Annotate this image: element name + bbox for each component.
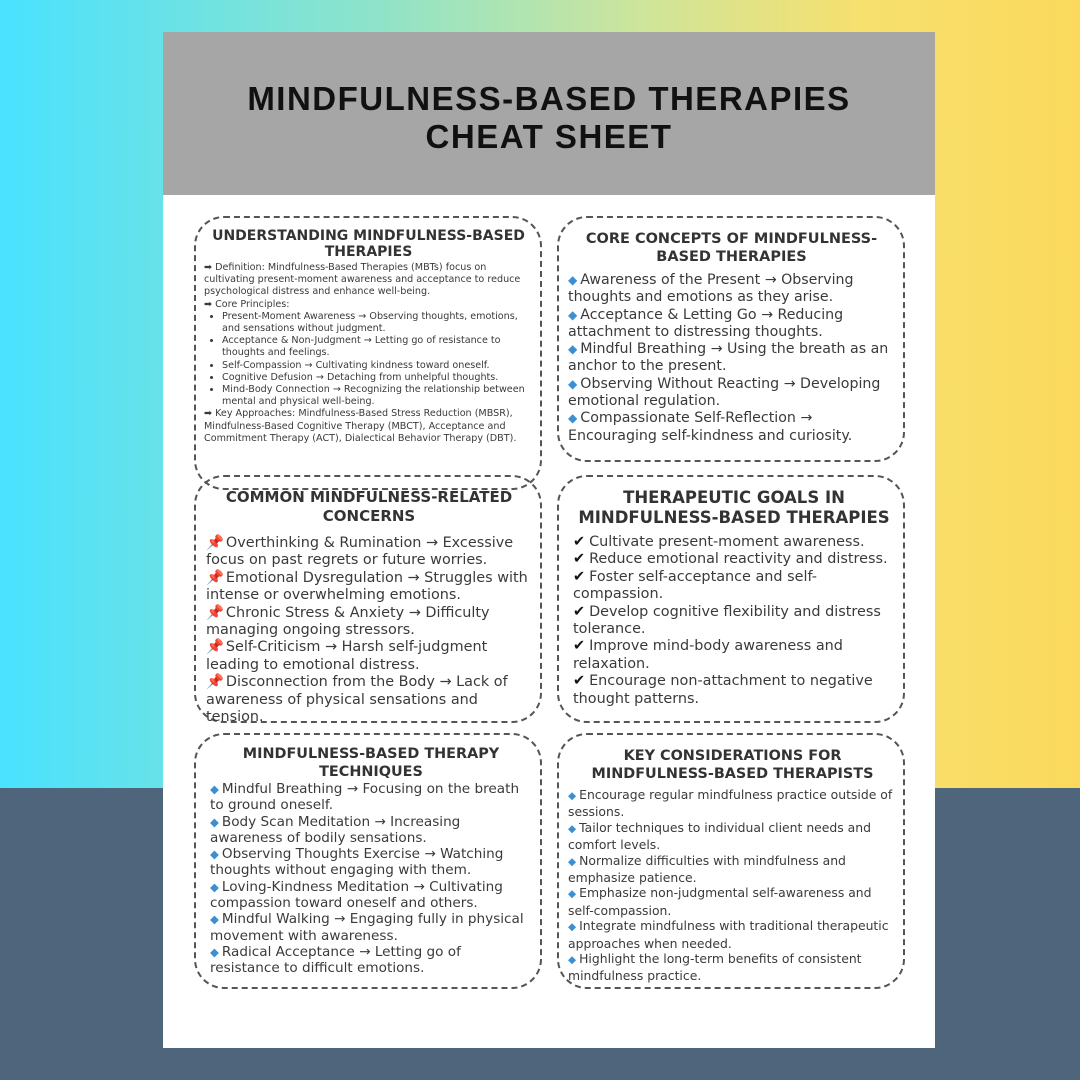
list-item: ◆ Compassionate Self-Reflection → Encouraging self-kindness and curiosity. xyxy=(568,410,853,444)
list-item: ◆ Observing Thoughts Exercise → Watching thoughts without engaging with them. xyxy=(210,846,504,879)
pushpin-icon: 📌 xyxy=(206,674,224,691)
arrow-right-icon: ➡ xyxy=(204,408,213,420)
blue-diamond-icon: ◆ xyxy=(210,944,219,959)
list-item: ◆ Emphasize non-judgmental self-awareness and self-compassion. xyxy=(568,885,872,918)
list-item: • Cognitive Defusion → Detaching from unhelpful thoughts. xyxy=(222,372,533,384)
list-item: 📌 Overthinking & Rumination → Excessive focus on past regrets or future worries. xyxy=(206,535,514,569)
blue-diamond-icon: ◆ xyxy=(210,782,219,796)
list-item: ✔ Develop cognitive flexibility and distress tolerance. xyxy=(573,603,881,638)
blue-diamond-icon: ◆ xyxy=(568,855,577,868)
techniques-heading: MINDFULNESS-BASED THERAPY TECHNIQUES xyxy=(242,746,500,780)
list-item: 📌 Disconnection from the Body → Lack of awareness of physical sensations and tension. xyxy=(206,674,508,726)
check-mark-icon: ✔ xyxy=(573,638,586,655)
concerns-heading: COMMON MINDFULNESS-RELATED CONCERNS xyxy=(225,488,513,525)
list-item: ◆ Mindful Breathing → Focusing on the breath to ground oneself. xyxy=(210,781,520,814)
blue-diamond-icon: ◆ xyxy=(210,879,219,894)
techniques-body xyxy=(210,781,532,977)
understanding-card xyxy=(194,216,542,490)
list-item: ◆ Mindful Walking → Engaging fully in physical movement with awareness. xyxy=(210,911,524,944)
list-item: ◆ Integrate mindfulness with traditional therapeutic approaches when needed. xyxy=(568,918,889,951)
list-item: ◆ Loving-Kindness Meditation → Cultivating compassion toward oneself and others. xyxy=(210,878,503,912)
core-concepts-heading: CORE CONCEPTS OF MINDFULNESS-BASED THERAPIES xyxy=(585,231,878,265)
list-item: 📌 Emotional Dysregulation → Struggles with intense or overwhelming emotions. xyxy=(206,569,528,604)
considerations-card xyxy=(557,733,905,989)
list-item: ◆ Mindful Breathing → Using the breath as an anchor to the present. xyxy=(568,341,889,375)
title-line-2: CHEAT SHEET xyxy=(425,118,673,155)
cheat-sheet-page xyxy=(163,32,935,1048)
considerations-heading: KEY CONSIDERATIONS FOR MINDFULNESS-BASED THERAPISTS xyxy=(591,748,874,782)
list-item: ◆ Body Scan Meditation → Increasing awareness of bodily sensations. xyxy=(210,813,461,846)
blue-diamond-icon: ◆ xyxy=(568,921,577,934)
list-item: ◆ Tailor techniques to individual client needs and comfort levels. xyxy=(568,819,871,853)
arrow-right-icon: ➡ xyxy=(204,262,213,273)
page-header xyxy=(163,32,935,195)
blue-diamond-icon: ◆ xyxy=(568,888,577,901)
arrow-right-icon: ➡ xyxy=(204,298,213,310)
check-mark-icon: ✔ xyxy=(573,534,586,550)
blue-diamond-icon: ◆ xyxy=(568,822,577,835)
list-item: ◆ Encourage regular mindfulness practice outside of sessions. xyxy=(568,787,893,820)
approaches-item xyxy=(204,408,533,445)
pushpin-icon: 📌 xyxy=(206,639,224,656)
list-item: ◆ Radical Acceptance → Letting go of resistance to difficult emotions. xyxy=(210,943,461,977)
blue-diamond-icon: ◆ xyxy=(568,954,577,967)
blue-diamond-icon: ◆ xyxy=(568,790,577,802)
pushpin-icon: 📌 xyxy=(206,535,224,551)
list-item: ✔ Foster self-acceptance and self-compassion. xyxy=(573,568,817,603)
goals-body xyxy=(573,534,895,708)
page-title xyxy=(163,80,935,156)
considerations-body xyxy=(568,787,897,984)
list-item: 📌 Self-Criticism → Harsh self-judgment leading to emotional distress. xyxy=(206,639,488,673)
approaches-text: Key Approaches: Mindfulness-Based Stress Reduction (MBSR), Mindfulness-Based Cognitive Therapy (MBCT), Acceptance and Commitment Therapy (ACT), Dialectical Behavior Therapy (DBT). xyxy=(204,408,517,444)
list-item: ◆ Awareness of the Present → Observing thoughts and emotions as they arise. xyxy=(568,272,854,306)
list-item: ✔ Encourage non-attachment to negative thought patterns. xyxy=(573,673,873,707)
techniques-card xyxy=(194,733,542,989)
list-item: ◆ Observing Without Reacting → Developing emotional regulation. xyxy=(568,375,881,410)
list-item: • Acceptance & Non-Judgment → Letting go of resistance to thoughts and feelings. xyxy=(222,335,533,359)
core-concepts-card xyxy=(557,216,905,462)
definition-item xyxy=(204,262,533,299)
core-concepts-body xyxy=(568,272,895,445)
understanding-body xyxy=(204,262,533,445)
blue-diamond-icon: ◆ xyxy=(210,847,219,862)
blue-diamond-icon: ◆ xyxy=(568,342,578,357)
blue-diamond-icon: ◆ xyxy=(568,307,578,322)
concerns-card xyxy=(194,475,542,726)
blue-diamond-icon: ◆ xyxy=(568,376,578,391)
list-item: • Mind-Body Connection → Recognizing the relationship between mental and physical well-being. xyxy=(222,384,533,408)
principles-label-item xyxy=(204,299,533,311)
blue-diamond-icon: ◆ xyxy=(568,411,578,426)
list-item: ◆ Acceptance & Letting Go → Reducing attachment to distressing thoughts. xyxy=(568,306,844,340)
check-mark-icon: ✔ xyxy=(573,673,586,690)
concerns-body xyxy=(206,535,532,726)
list-item: ✔ Improve mind-body awareness and relaxation. xyxy=(573,638,843,672)
check-mark-icon: ✔ xyxy=(573,568,586,585)
list-item: 📌 Chronic Stress & Anxiety → Difficulty managing ongoing stressors. xyxy=(206,604,490,639)
blue-diamond-icon: ◆ xyxy=(210,814,219,829)
check-mark-icon: ✔ xyxy=(573,551,586,568)
blue-diamond-icon: ◆ xyxy=(210,912,219,927)
list-item: ◆ Normalize difficulties with mindfulness and emphasize patience. xyxy=(568,852,846,886)
check-mark-icon: ✔ xyxy=(573,603,586,620)
title-line-1: MINDFULNESS-BASED THERAPIES xyxy=(247,80,851,117)
list-item: ◆ Highlight the long-term benefits of consistent mindfulness practice. xyxy=(568,951,862,984)
pushpin-icon: 📌 xyxy=(206,569,224,586)
pushpin-icon: 📌 xyxy=(206,604,224,621)
principles-label: Core Principles: xyxy=(215,298,290,310)
goals-card xyxy=(557,475,905,723)
goals-heading: THERAPEUTIC GOALS IN MINDFULNESS-BASED THERAPIES xyxy=(578,488,890,527)
understanding-heading: UNDERSTANDING MINDFULNESS-BASED THERAPIES xyxy=(212,228,525,260)
blue-diamond-icon: ◆ xyxy=(568,273,578,287)
principles-list xyxy=(204,311,533,409)
list-item: ✔ Reduce emotional reactivity and distress. xyxy=(573,551,888,568)
list-item: ✔ Cultivate present-moment awareness. xyxy=(573,534,865,550)
definition-text: Definition: Mindfulness-Based Therapies (MBTs) focus on cultivating present-moment awareness and acceptance to reduce psychological distress and enhance well-being. xyxy=(204,262,521,298)
list-item: • Present-Moment Awareness → Observing thoughts, emotions, and sensations without judgment. xyxy=(222,311,533,335)
list-item: • Self-Compassion → Cultivating kindness toward oneself. xyxy=(222,360,533,372)
